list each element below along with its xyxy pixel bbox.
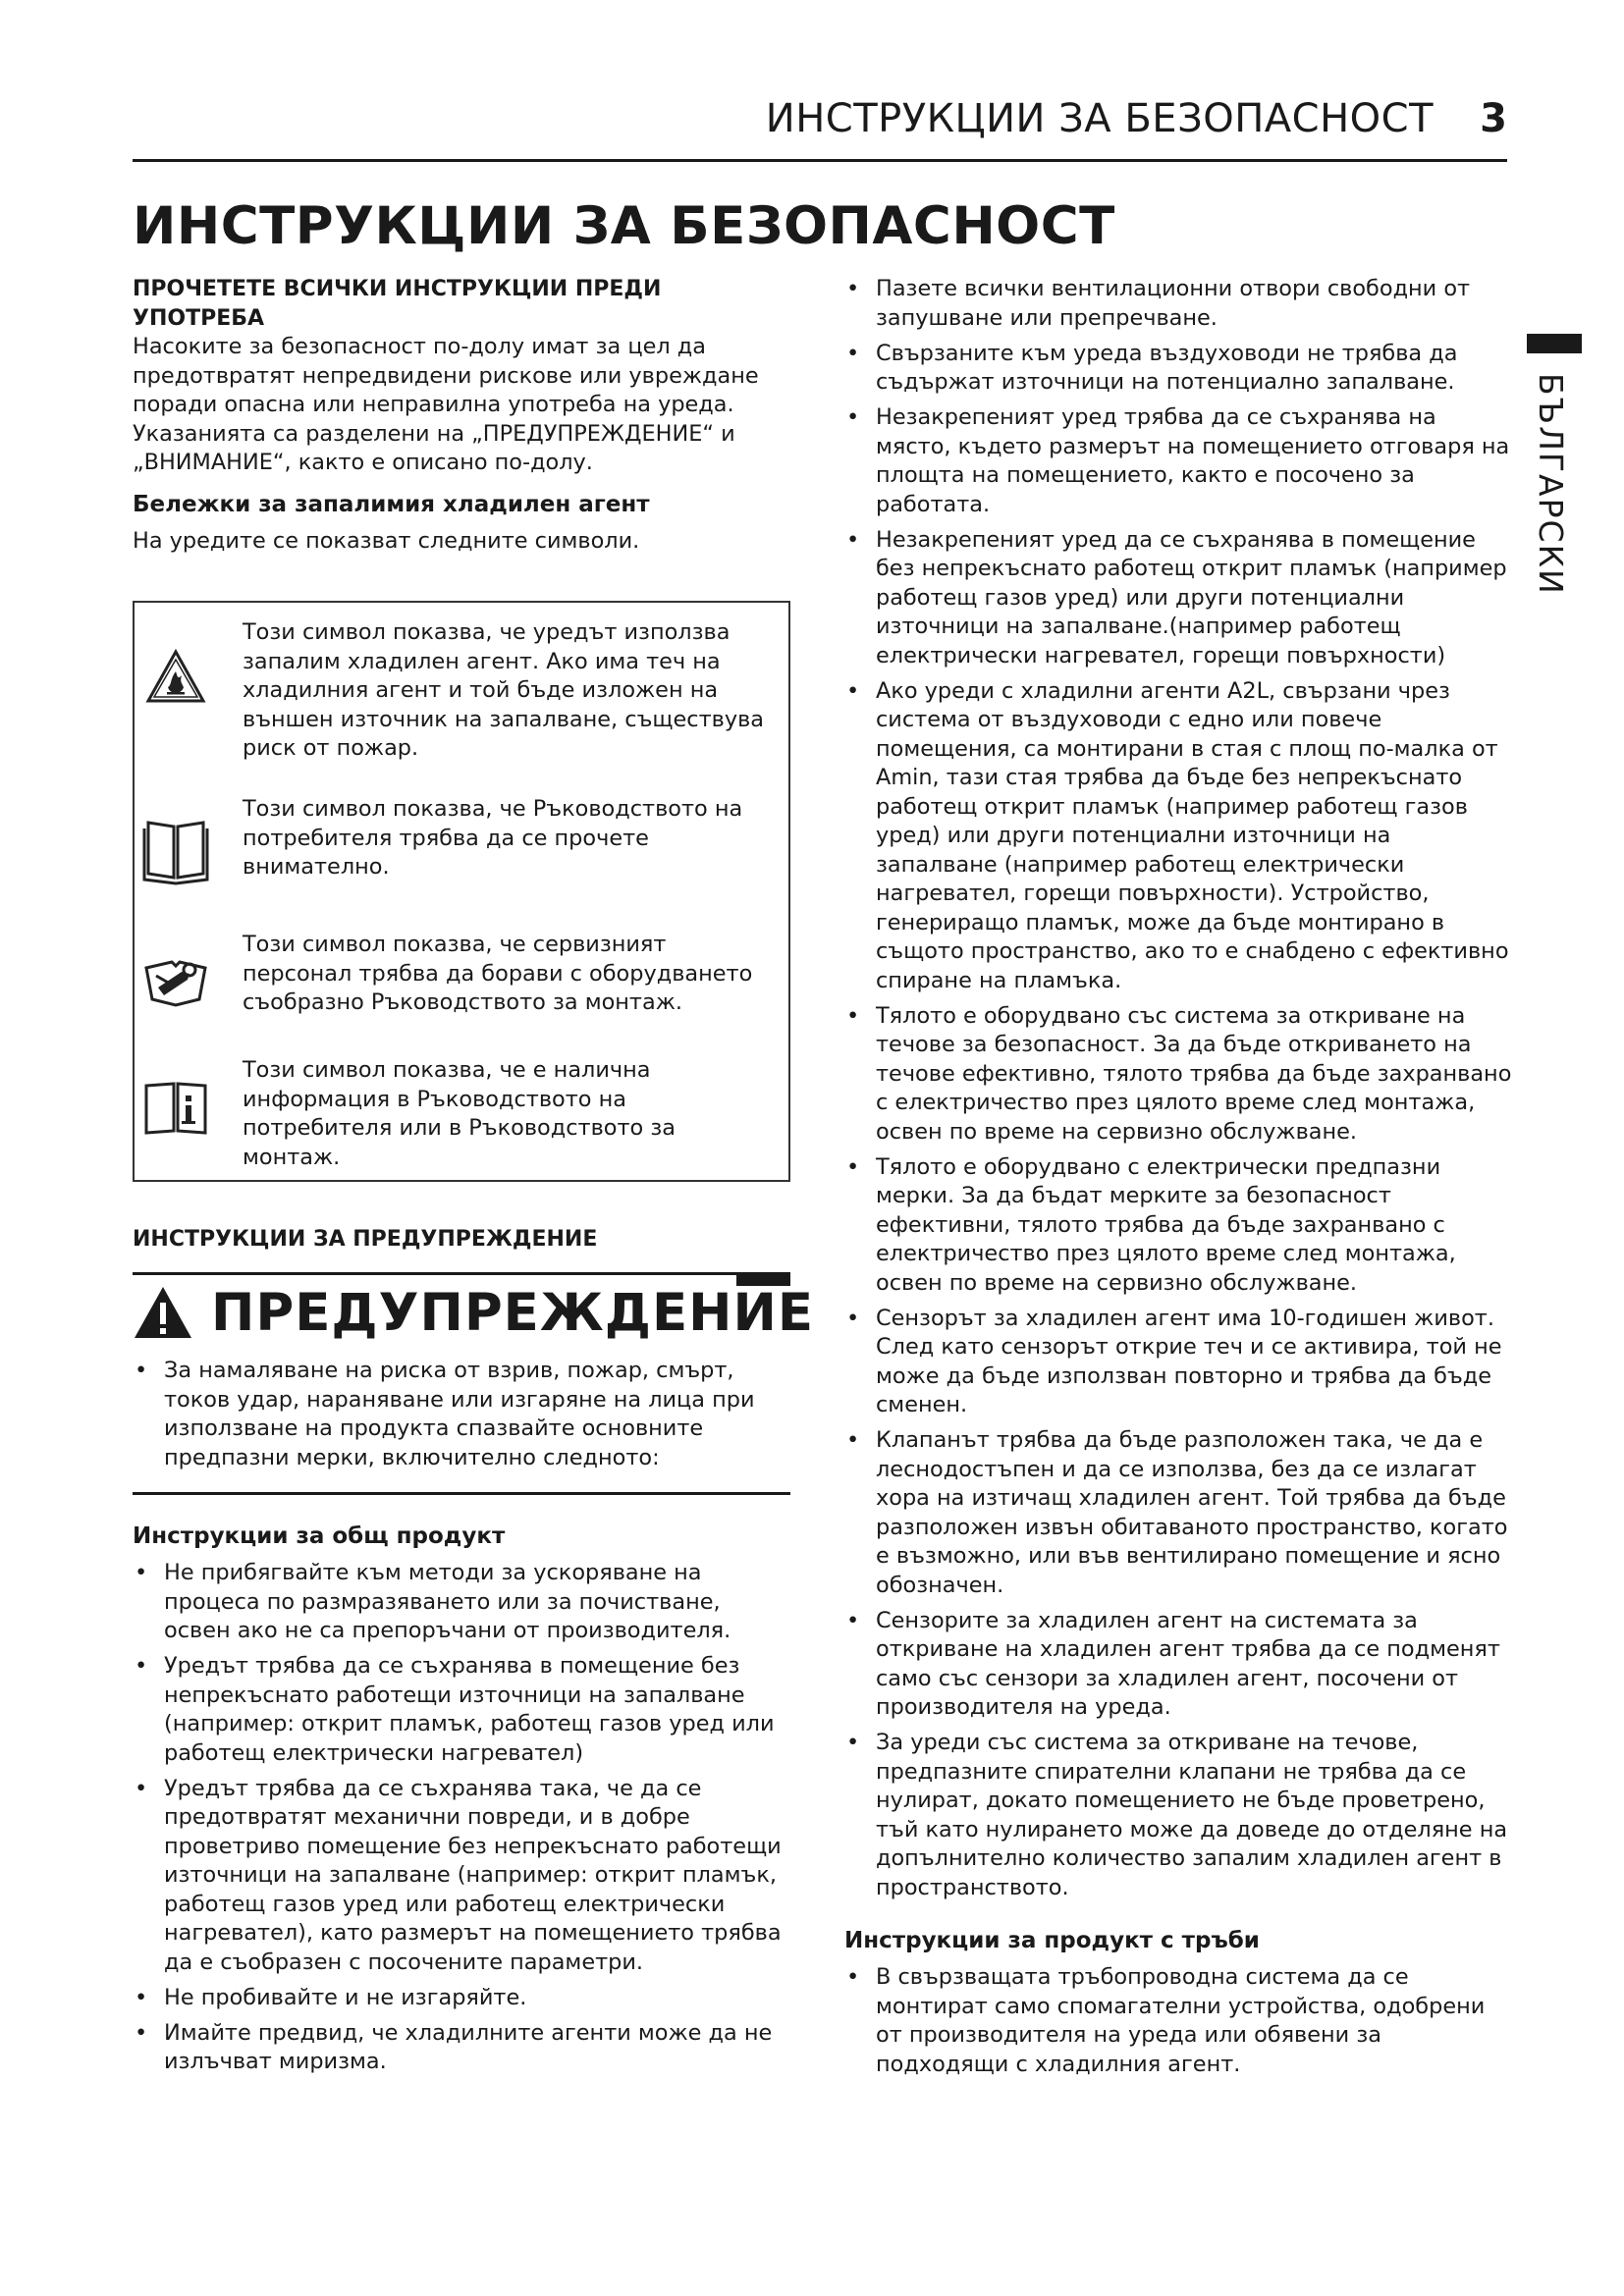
list-item: • Имайте предвид, че хладилните агенти може да не излъчват миризма. <box>133 2019 792 2077</box>
symbol-text: Този символ показва, че Ръководството на потребителя трябва да се прочете внимателно. <box>243 796 743 880</box>
list-item: • За намаляване на риска от взрив, пожар, смърт, токов удар, нараняване или изгаряне на лица при използване на продукта спазвайте основните предпазни мерки, включително следното: <box>133 1357 792 1472</box>
header-divider <box>133 159 1507 162</box>
list-item: • Клапанът трябва да бъде разположен така, че да е леснодостъпен и да се използва, без да се излагат хора на изтичащ хладилен агент. Той трябва да бъде разположен извън обитаваното пространство, когато е възможно, или във вентилирано помещение и ясно обозначен. <box>844 1426 1512 1600</box>
warning-triangle-icon <box>133 1285 193 1340</box>
pipe-product-heading: Инструкции за продукт с тръби <box>844 1928 1260 1953</box>
running-header-title: ИНСТРУКЦИИ ЗА БЕЗОПАСНОСТ <box>765 96 1434 141</box>
intro-text: Насоките за безопасност по-долу имат за цел да предотвратят непредвидени рискове или увреждане поради опасна или неправилна употреба на уреда. <box>133 334 759 417</box>
general-product-heading: Инструкции за общ продукт <box>133 1523 506 1549</box>
side-tab-language: БЪЛГАРСКИ <box>1532 373 1570 596</box>
warning-bullet-list <box>133 1357 792 1479</box>
list-item: • Сензорите за хладилен агент на системата за откриване на хладилен агент трябва да се подменят само със сензори за хладилен агент, посочени от производителя на уреда. <box>844 1607 1512 1723</box>
left-column <box>133 275 792 556</box>
intro-text-2: Указанията са разделени на „ПРЕДУПРЕЖДЕНИЕ“ и „ВНИМАНИЕ“, както е описано по-долу. <box>133 420 735 475</box>
warning-top-rule <box>133 1272 790 1275</box>
refrigerant-text: На уредите се показват следните символи. <box>133 527 640 554</box>
warning-title: ПРЕДУПРЕЖДЕНИЕ <box>211 1282 815 1343</box>
page-title: ИНСТРУКЦИИ ЗА БЕЗОПАСНОСТ <box>133 196 1115 256</box>
list-item: • Тялото е оборудвано със система за откриване на течове за безопасност. За да бъде откриването на течове ефективно, тялото трябва да бъде захранвано с електричество през цялото време след монтажа, освен по време на сервизно обслужване. <box>844 1002 1512 1148</box>
symbol-text: Този символ показва, че уредът използва запалим хладилен агент. Ако има теч на хладилния агент и той бъде изложен на външен източник на запалване, съществува риск от пожар. <box>243 619 764 761</box>
warning-instructions-heading: ИНСТРУКЦИИ ЗА ПРЕДУПРЕЖДЕНИЕ <box>133 1227 598 1252</box>
list-item: • Не прибягвайте към методи за ускоряване на процеса по размразяването или за почистване, освен ако не са препоръчани от производителя. <box>133 1559 792 1646</box>
general-product-section <box>133 1522 792 2083</box>
list-item: • Не пробивайте и не изгаряйте. <box>133 1984 792 2013</box>
warning-bottom-rule <box>133 1492 790 1495</box>
read-manual-icon <box>142 809 209 887</box>
warning-heading <box>133 1278 814 1347</box>
side-tab-marker <box>1527 334 1582 353</box>
list-item: • Уредът трябва да се съхранява така, че да се предотвратят механични повреди, и в добре проветриво помещение без непрекъснато работещи източници на запалване (например: открит пламък, работещ газов уред или работещ електрически нагревател), като размерът на помещението трябва да е съобразен с посочените параметри. <box>133 1775 792 1978</box>
list-item: • Незакрепеният уред трябва да се съхранява на място, където размерът на помещението отговаря на площта на помещението, както е посочено за работата. <box>844 403 1512 519</box>
list-item: • Сензорът за хладилен агент има 10-годишен живот. След като сензорът открие теч и се активира, той не може да бъде използван повторно и трябва да бъде сменен. <box>844 1305 1512 1420</box>
list-item: • Незакрепеният уред да се съхранява в помещение без непрекъснато работещ открит пламък (например работещ газов уред) или други потенциални източници на запалване.(например работещ електрически нагревател, горещи повърхности) <box>844 526 1512 671</box>
list-item: • В свързващата тръбопроводна система да се монтират само спомагателни устройства, одобрени от производителя на уреда или обявени за подходящи с хладилния агент. <box>844 1963 1512 2079</box>
list-item: • Тялото е оборудвано с електрически предпазни мерки. За да бъдат мерките за безопасност ефективни, тялото трябва да бъде захранвано с електричество през цялото време след монтажа, освен по време на сервизно обслужване. <box>844 1153 1512 1299</box>
list-item: • Уредът трябва да се съхранява в помещение без непрекъснато работещи източници на запалване (например: открит пламък, работещ газов уред или работещ електрически нагревател) <box>133 1652 792 1768</box>
symbol-text: Този символ показва, че сервизният персонал трябва да борави с оборудването съобразно Ръководството за монтаж. <box>243 932 753 1015</box>
flammable-warning-icon <box>142 640 209 719</box>
right-column <box>844 275 1512 2086</box>
service-manual-icon <box>142 940 209 1019</box>
list-item: • За уреди със система за откриване на течове, предпазните спирателни клапани не трябва да се нулират, докато помещението не бъде проветрено, тъй като нулирането може да доведе до отделяне на допълнително количество запалим хладилен агент в пространството. <box>844 1729 1512 1902</box>
page-number: 3 <box>1480 96 1507 141</box>
symbols-box <box>133 601 790 1182</box>
list-item: • Пазете всички вентилационни отвори свободни от запушване или препречване. <box>844 275 1512 333</box>
list-item: • Свързаните към уреда въздуховоди не трябва да съдържат източници на потенциално запалване. <box>844 340 1512 398</box>
intro-heading: ПРОЧЕТЕТЕ ВСИЧКИ ИНСТРУКЦИИ ПРЕДИ УПОТРЕБА <box>133 277 662 331</box>
list-item: • Ако уреди с хладилни агенти A2L, свързани чрез система от въздуховоди с едно или повече помещения, са монтирани в стая с площ по-малка от Amin, тази стая трябва да бъде без непрекъснато работещ открит пламък (например работещ газов уред) или други потенциални източници на запалване (например работещ електрически нагревател, горещи повърхности). Устройство, генериращо пламък, може да бъде монтирано в същото пространство, ако то е снабдено с ефективно спиране на пламъка. <box>844 677 1512 996</box>
running-header <box>133 96 1507 155</box>
symbol-text: Този символ показва, че е налична информация в Ръководството на потребителя или в Ръководството за монтаж. <box>243 1057 676 1170</box>
info-manual-icon <box>142 1064 209 1143</box>
refrigerant-heading: Бележки за запалимия хладилен агент <box>133 491 650 517</box>
